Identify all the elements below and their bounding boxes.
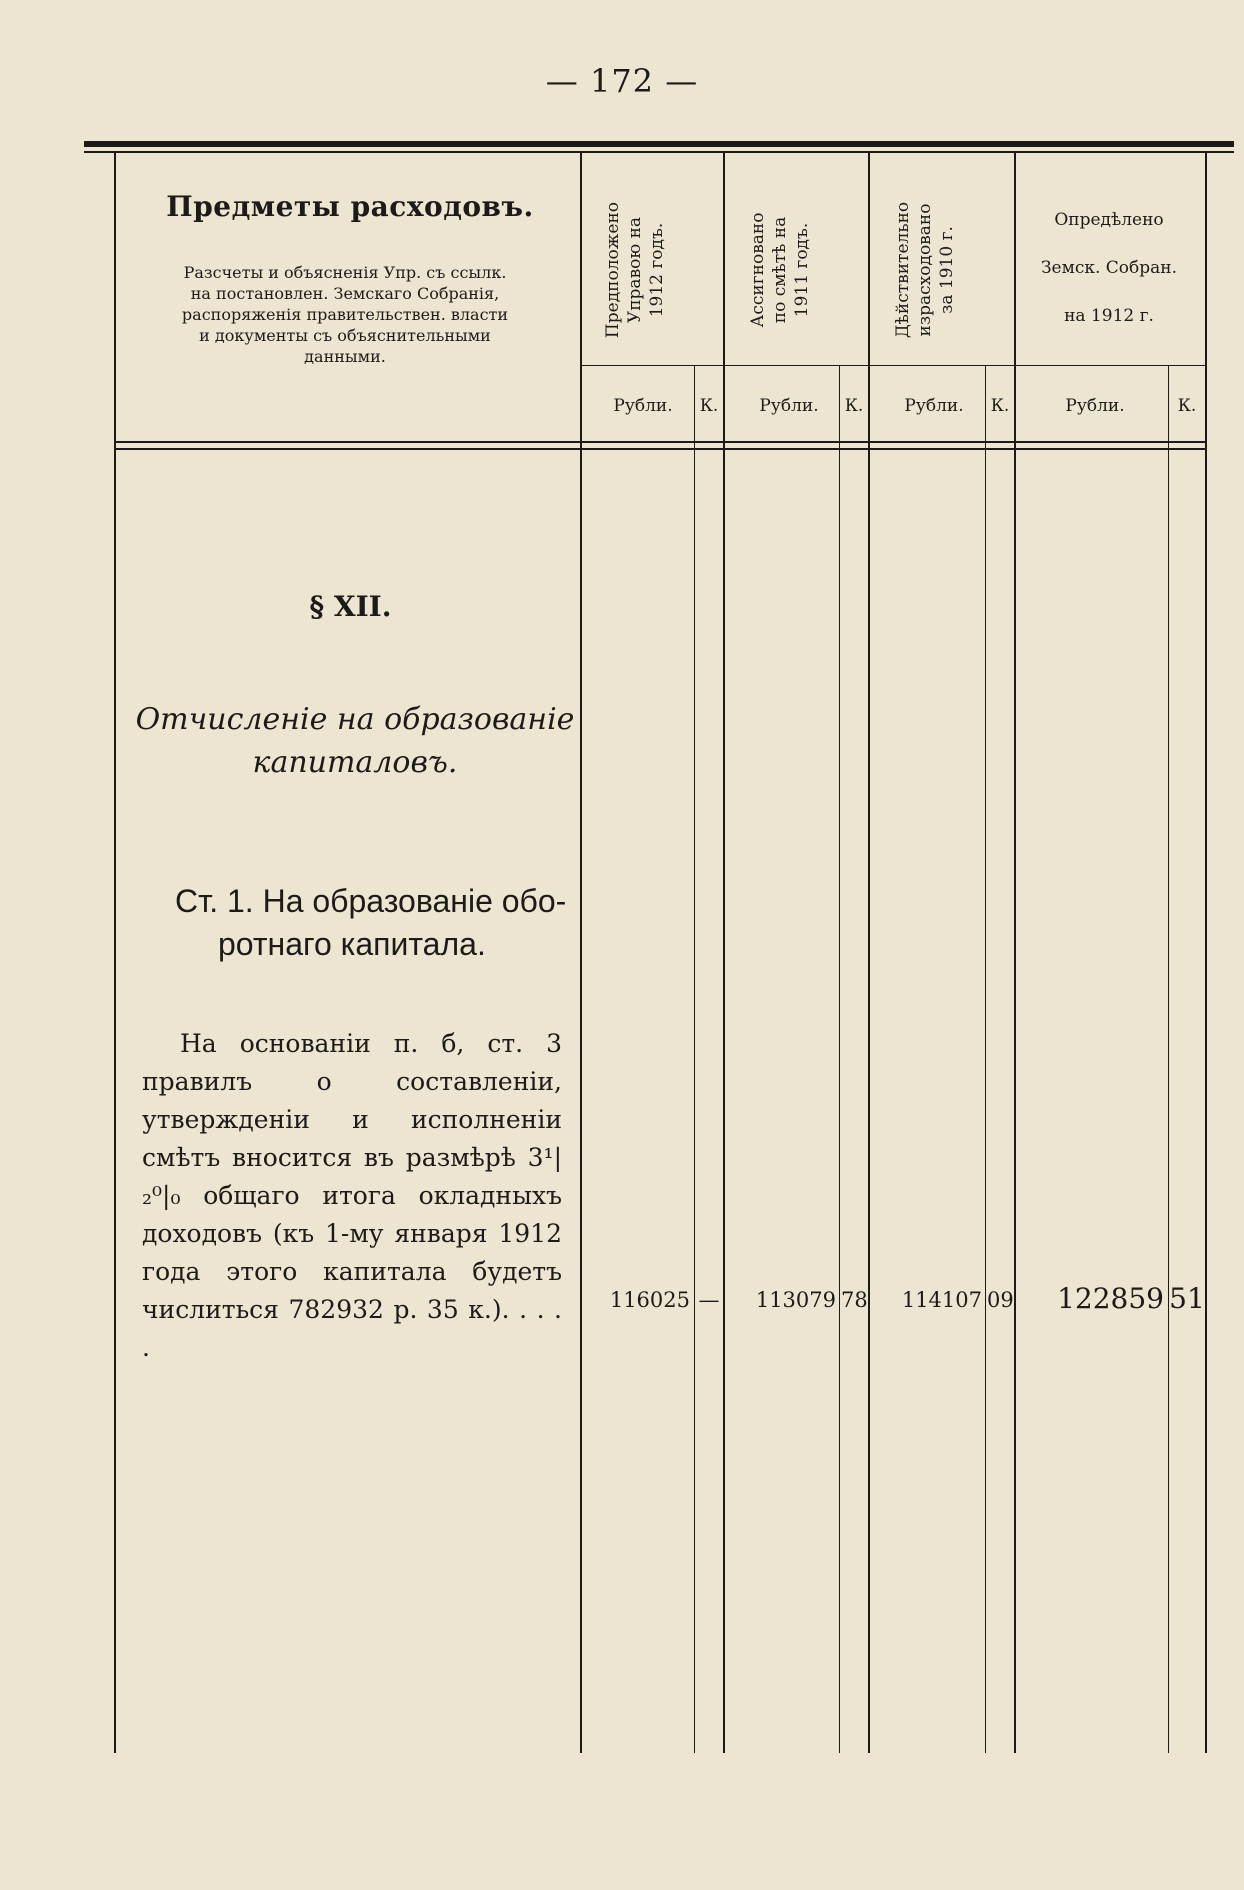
unit-rub-3: Рубли. xyxy=(904,396,964,416)
col-divider-3 xyxy=(868,153,870,1753)
article-description: На основаніи п. б, ст. 3 правилъ о составленіи, утвержденіи и исполненіи смѣтъ вносится въ размѣрѣ 3¹|₂⁰|₀ общаго итога окладныхъ доходовъ (къ 1-му января 1912 года этого капитала будетъ числиться 782932 р. 35 к.). . . . . xyxy=(142,1029,562,1362)
col-header-determined: Опредѣлено Земск. Собран. на 1912 г. xyxy=(1040,210,1178,326)
top-rule xyxy=(84,141,1234,147)
value-assigned-kop: 78 xyxy=(841,1288,868,1312)
col-header-assigned: Ассигновано по смѣтѣ на 1911 годъ. xyxy=(748,212,812,328)
section-title: Отчисленіе на образованіе капиталовъ. xyxy=(135,702,575,780)
col-divider-4k xyxy=(1168,365,1169,1753)
unit-kop-2: К. xyxy=(844,396,864,416)
header-rule-2 xyxy=(114,448,1207,450)
header-rule-1 xyxy=(114,441,1207,443)
article-heading-first: Ст. 1. На образованіе обо- xyxy=(175,883,567,919)
col-divider-3k xyxy=(985,365,986,1753)
value-proposed-kop: — xyxy=(698,1288,720,1312)
subjects-title: Предметы расходовъ. xyxy=(166,190,534,223)
col-divider-1k xyxy=(694,365,695,1753)
top-rule-thin xyxy=(84,151,1234,153)
col-divider-2 xyxy=(723,153,725,1753)
unit-kop-3: К. xyxy=(990,396,1010,416)
table-right-border xyxy=(1205,153,1207,1753)
table-left-border xyxy=(114,153,116,1753)
subheader-rule xyxy=(580,365,1207,366)
col-header-spent: Дѣйствительно израсходовано за 1910 г. xyxy=(893,201,957,339)
col-divider-1 xyxy=(580,153,582,1753)
value-determined-kop: 51 xyxy=(1169,1282,1205,1315)
value-assigned-rub: 113079 xyxy=(755,1288,836,1312)
subjects-note: Разсчеты и объясненія Упр. съ ссылк. на постановлен. Земскаго Собранія, распоряженія правительствен. власти и документы съ объяснительными данными. xyxy=(181,263,509,366)
value-determined-rub: 122859 xyxy=(1057,1282,1164,1315)
value-spent-kop: 09 xyxy=(987,1288,1014,1312)
page-number: — 172 — xyxy=(545,62,699,100)
unit-rub-1: Рубли. xyxy=(613,396,673,416)
unit-kop-1: К. xyxy=(699,396,719,416)
unit-kop-4: К. xyxy=(1177,396,1197,416)
value-proposed-rub: 116025 xyxy=(609,1288,690,1312)
col-divider-2k xyxy=(839,365,840,1753)
col-header-proposed: Предположено Управою на 1912 годъ. xyxy=(603,201,667,339)
value-spent-rub: 114107 xyxy=(901,1288,982,1312)
article-heading xyxy=(175,880,570,966)
unit-rub-4: Рубли. xyxy=(1065,396,1125,416)
section-sign: § XII. xyxy=(309,590,392,623)
col-divider-4 xyxy=(1014,153,1016,1753)
unit-rub-2: Рубли. xyxy=(759,396,819,416)
article-heading-rest: ротнаго капитала. xyxy=(218,926,486,962)
